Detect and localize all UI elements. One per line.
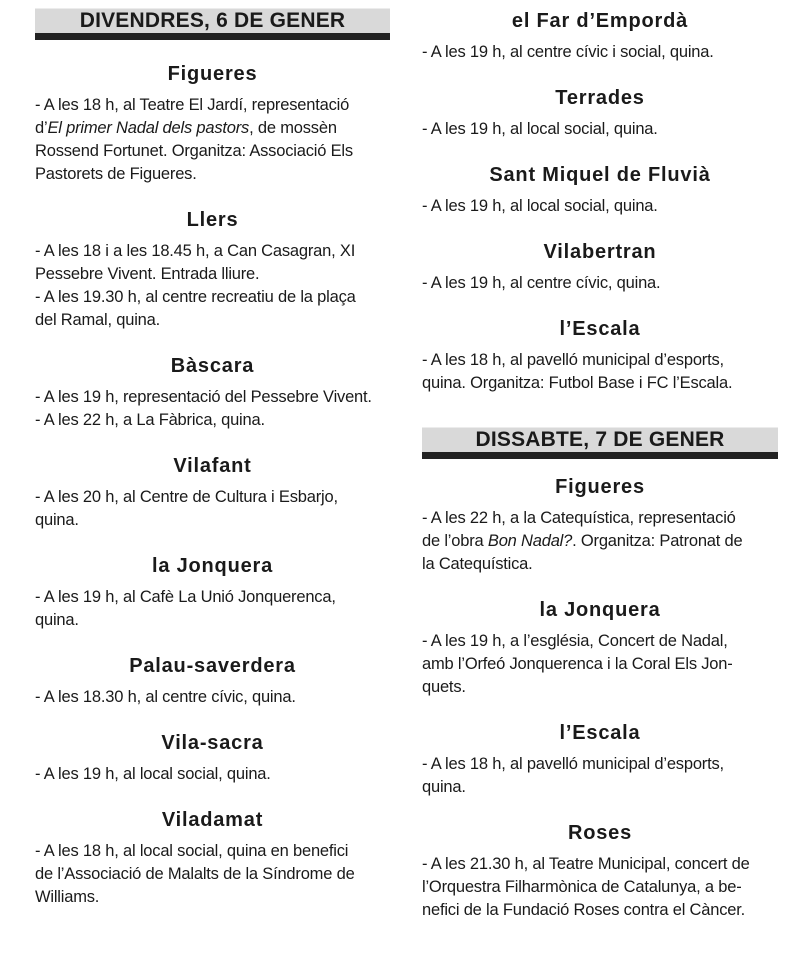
section-el-far-emporda: [422, 9, 778, 64]
section-vilafant: [35, 454, 390, 532]
entry-text: - A les 18 h, al Teatre El Jardí, representació d’El primer Nadal dels pastors, de mossèn Rossend Fortunet. Organitza: Associació Els Pastorets de Figueres.: [35, 96, 353, 183]
town-title: la Jonquera: [151, 555, 274, 577]
day-header-friday: DIVENDRES, 6 DE GENER: [35, 6, 390, 40]
town-title: Sant Miquel de Fluvià: [489, 164, 711, 186]
play-title: Bon Nadal?: [487, 532, 573, 550]
town-title: l’Escala: [559, 318, 641, 340]
section-figueres-saturday: [422, 475, 778, 576]
town-title: Palau-saverdera: [129, 655, 296, 677]
town-title: l’Escala: [559, 722, 641, 744]
town-title: Roses: [567, 822, 633, 844]
town-title: Bàscara: [170, 355, 255, 377]
town-title: Terrades: [555, 87, 645, 109]
entry-text: - A les 20 h, al Centre de Cultura i Esbarjo, quina.: [35, 488, 338, 529]
entry-text: - A les 18 i a les 18.45 h, a Can Casagran, XI Pessebre Vivent. Entrada lliure. - A les 19.30 h, al centre recreatiu de la plaça del Ramal, quina.: [35, 242, 356, 329]
town-title: Vila-sacra: [161, 732, 264, 754]
entry-text: - A les 19 h, al Cafè La Unió Jonquerenca, quina.: [35, 588, 336, 629]
section-lescala-friday: [422, 317, 778, 395]
section-roses: [422, 821, 778, 922]
day-header-saturday: DISSABTE, 7 DE GENER: [422, 425, 778, 459]
entry-text: - A les 19 h, representació del Pessebre Vivent. - A les 22 h, a La Fàbrica, quina.: [35, 388, 372, 429]
section-terrades: [422, 86, 778, 141]
entry-text: - A les 19 h, al local social, quina.: [422, 197, 658, 215]
town-title: Llers: [186, 209, 239, 231]
entry-text: - A les 18 h, al pavelló municipal d’esports, quina.: [422, 755, 724, 796]
section-llers: [35, 208, 390, 332]
entry-text: - A les 19 h, al local social, quina.: [35, 765, 271, 783]
entry-text: - A les 21.30 h, al Teatre Municipal, concert de l’Orquestra Filharmònica de Catalunya, a be- nefici de la Fundació Roses contra el Càncer.: [422, 855, 750, 919]
section-vila-sacra: [35, 731, 390, 786]
entry-text: - A les 19 h, a l’església, Concert de Nadal, amb l’Orfeó Jonquerenca i la Coral Els Jon- quets.: [422, 632, 733, 696]
section-figueres: [35, 62, 390, 186]
section-viladamat: [35, 808, 390, 909]
section-bascara: [35, 354, 390, 432]
section-la-jonquera-saturday: [422, 598, 778, 699]
entry-text: - A les 18 h, al pavelló municipal d’esports, quina. Organitza: Futbol Base i FC l’Escala.: [422, 351, 733, 392]
entry-text: - A les 19 h, al centre cívic, quina.: [422, 274, 661, 292]
town-title: la Jonquera: [539, 599, 661, 621]
town-title: Vilafant: [173, 455, 252, 477]
town-title: Figueres: [167, 63, 258, 85]
right-column: [422, 9, 778, 944]
entry-text: - A les 19 h, al centre cívic i social, quina.: [422, 43, 714, 61]
section-vilabertran: [422, 240, 778, 295]
entry-text: - A les 18.30 h, al centre cívic, quina.: [35, 688, 296, 706]
town-title: Figueres: [555, 476, 645, 498]
entry-text: - A les 18 h, al local social, quina en benefici de l’Associació de Malalts de la Síndrome de Williams.: [35, 842, 355, 906]
town-title: Vilabertran: [543, 241, 657, 263]
town-title: el Far d’Empordà: [511, 10, 689, 32]
entry-text: - A les 22 h, a la Catequística, representació de l’obra Bon Nadal?. Organitza: Patronat de la Catequística.: [422, 509, 743, 573]
entry-text: - A les 19 h, al local social, quina.: [422, 120, 658, 138]
section-lescala-saturday: [422, 721, 778, 799]
play-title: El primer Nadal dels pastors: [47, 119, 250, 137]
town-title: Viladamat: [161, 809, 264, 831]
section-sant-miquel-de-fluvia: [422, 163, 778, 218]
section-la-jonquera: [35, 554, 390, 632]
section-palau-saverdera: [35, 654, 390, 709]
left-column: [35, 0, 390, 931]
